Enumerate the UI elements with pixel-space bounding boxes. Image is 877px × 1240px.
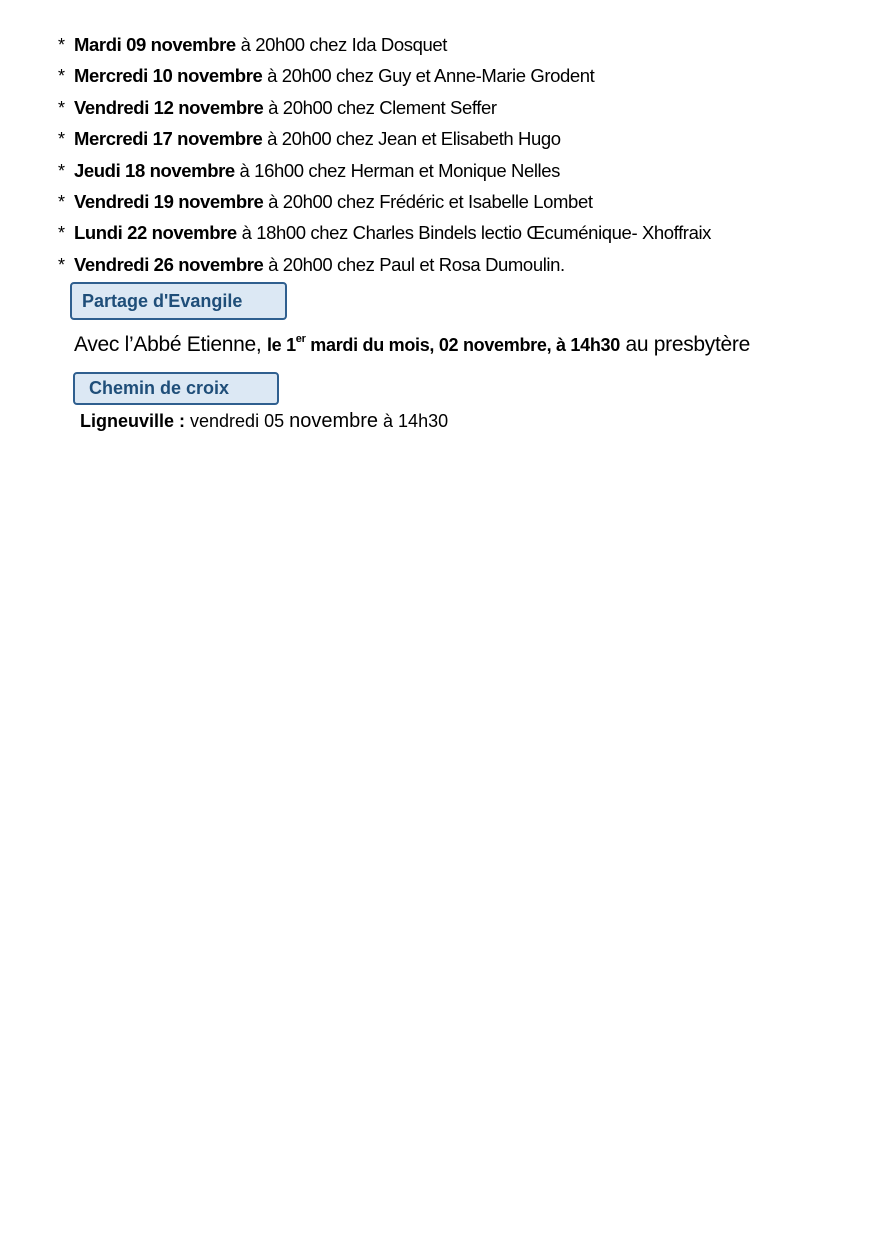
list-item xyxy=(58,96,858,127)
list-item xyxy=(58,33,858,64)
list-item xyxy=(58,127,858,158)
meeting-details: à 16h00 chez Herman et Monique Nelles xyxy=(239,159,560,181)
meeting-details: à 20h00 chez Clement Seffer xyxy=(268,96,497,118)
meeting-details: à 20h00 chez Frédéric et Isabelle Lombet xyxy=(268,190,593,212)
bullet-icon: * xyxy=(58,191,65,212)
partage-when xyxy=(267,335,620,355)
list-item xyxy=(58,190,858,221)
chemin-location: Ligneuville : xyxy=(80,411,186,431)
meeting-list xyxy=(58,33,858,284)
bullet-icon: * xyxy=(58,35,65,55)
meeting-day: Mercredi 10 novembre xyxy=(74,65,263,87)
meeting-details: à 20h00 chez Paul et Rosa Dumoulin. xyxy=(268,253,565,275)
list-item xyxy=(58,159,858,190)
chemin-info xyxy=(80,410,448,433)
chemin-date-post: à 14h30 xyxy=(378,411,449,431)
partage-info xyxy=(74,333,750,357)
bullet-icon: * xyxy=(58,223,65,244)
bullet-icon: * xyxy=(58,97,65,118)
meeting-day: Lundi 22 novembre xyxy=(74,222,237,244)
meeting-details: à 20h00 chez Guy et Anne-Marie Grodent xyxy=(267,65,595,87)
bullet-icon: * xyxy=(58,66,65,87)
partage-when-sup: er xyxy=(295,333,306,345)
meeting-details: à 20h00 chez Ida Dosquet xyxy=(240,34,447,55)
bullet-icon: * xyxy=(58,129,65,150)
partage-heading: Partage d'Evangile xyxy=(70,282,287,320)
bullet-icon: * xyxy=(58,254,65,275)
list-item xyxy=(58,64,858,95)
meeting-day: Vendredi 26 novembre xyxy=(74,253,264,275)
meeting-day: Jeudi 18 novembre xyxy=(74,159,235,181)
chemin-date-pre: vendredi 05 xyxy=(185,411,290,431)
partage-intro: Avec l’Abbé Etienne, xyxy=(74,333,262,356)
meeting-day: Vendredi 19 novembre xyxy=(74,190,264,212)
bullet-icon: * xyxy=(58,160,65,181)
list-item xyxy=(58,253,858,284)
partage-when-pre: le 1 xyxy=(266,335,296,355)
partage-place: au presbytère xyxy=(619,333,750,356)
meeting-day: Mardi 09 novembre xyxy=(74,34,236,55)
meeting-day: Vendredi 12 novembre xyxy=(74,96,264,118)
meeting-details: à 18h00 chez Charles Bindels lectio Œcuménique- Xhoffraix xyxy=(241,222,712,244)
list-item xyxy=(58,221,858,252)
chemin-date-month: novembre xyxy=(289,410,379,432)
meeting-details: à 20h00 chez Jean et Elisabeth Hugo xyxy=(267,128,561,150)
partage-when-post: mardi du mois, 02 novembre, à 14h30 xyxy=(305,335,620,355)
chemin-heading: Chemin de croix xyxy=(73,372,279,405)
meeting-day: Mercredi 17 novembre xyxy=(74,128,263,150)
